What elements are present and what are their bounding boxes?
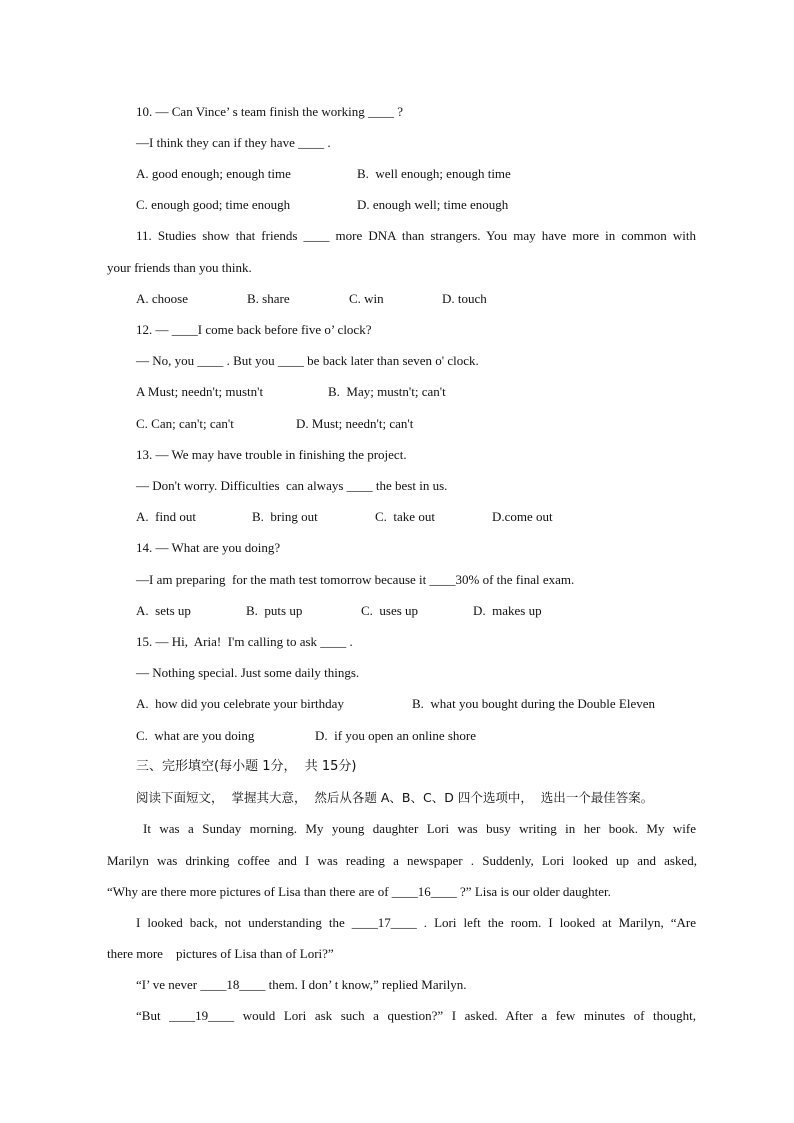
passage-p2-line2: there more pictures of Lisa than of Lori?” <box>107 946 334 961</box>
q10-reply: —I think they can if they have ____ . <box>136 135 331 150</box>
q11-option-a: A. choose <box>136 291 188 306</box>
q13-option-d: D.come out <box>492 509 553 524</box>
q13-option-a: A. find out <box>136 509 196 524</box>
q15-option-a: A. how did you celebrate your birthday <box>136 696 344 711</box>
q15-option-d: D. if you open an online shore <box>315 728 477 743</box>
q10-option-d: D. enough well; time enough <box>357 197 509 212</box>
q14-option-d: D. makes up <box>473 603 542 618</box>
q14-option-c: C. uses up <box>361 603 419 618</box>
passage-p2-line1: I looked back, not understanding the ____17____ . Lori left the room. I looked at Marilyn, “Are <box>136 915 696 930</box>
passage-p3: “I’ ve never ____18____ them. I don’ t know,” replied Marilyn. <box>136 977 467 992</box>
q11-option-d: D. touch <box>442 291 487 306</box>
q12-option-c: C. Can; can't; can't <box>136 416 234 431</box>
passage-p1-line1: It was a Sunday morning. My young daughter Lori was busy writing in her book. My wife <box>143 821 696 836</box>
passage-p1-line3: “Why are there more pictures of Lisa than there are of ____16____ ?” Lisa is our older daughter. <box>107 884 611 899</box>
q11-option-c: C. win <box>349 291 384 306</box>
q12-option-d: D. Must; needn't; can't <box>296 416 414 431</box>
q15-reply: — Nothing special. Just some daily things. <box>136 665 360 680</box>
passage-p1-line2: Marilyn was drinking coffee and I was reading a newspaper . Suddenly, Lori looked up and asked, <box>107 853 697 868</box>
q10-stem: 10. — Can Vince’ s team finish the working ____ ? <box>136 104 403 119</box>
q12-option-a: A Must; needn't; mustn't <box>136 384 264 399</box>
q14-option-a: A. sets up <box>136 603 191 618</box>
q11-stem-line2: your friends than you think. <box>107 260 252 275</box>
q10-option-b: B. well enough; enough time <box>357 166 511 181</box>
q15-stem: 15. — Hi, Aria! I'm calling to ask ____ . <box>136 634 353 649</box>
q13-option-c: C. take out <box>375 509 435 524</box>
q13-reply: — Don't worry. Difficulties can always ____ the best in us. <box>136 478 448 493</box>
section-instruction: 阅读下面短文， 掌握其大意， 然后从各题 A、B、C、D 四个选项中， 选出一个最佳答案。 <box>136 790 654 805</box>
q13-option-b: B. bring out <box>252 509 318 524</box>
q12-stem: 12. — ____I come back before five o’ clock? <box>136 322 372 337</box>
q15-option-b: B. what you bought during the Double Eleven <box>412 696 655 711</box>
q12-reply: — No, you ____ . But you ____ be back later than seven o' clock. <box>136 353 479 368</box>
q14-stem: 14. — What are you doing? <box>136 540 281 555</box>
q10-option-a: A. good enough; enough time <box>136 166 291 181</box>
q13-stem: 13. — We may have trouble in finishing the project. <box>136 447 407 462</box>
q11-stem-line1: 11. Studies show that friends ____ more DNA than strangers. You may have more in common with <box>136 228 696 243</box>
q14-option-b: B. puts up <box>246 603 303 618</box>
passage-p4-line1: “But ____19____ would Lori ask such a question?” I asked. After a few minutes of thought, <box>136 1008 696 1023</box>
q12-option-b: B. May; mustn't; can't <box>328 384 446 399</box>
q14-reply: —I am preparing for the math test tomorrow because it ____30% of the final exam. <box>136 572 575 587</box>
section-heading: 三、完形填空(每小题 1分， 共 15分) <box>136 759 357 774</box>
q11-option-b: B. share <box>247 291 290 306</box>
q10-option-c: C. enough good; time enough <box>136 197 291 212</box>
q15-option-c: C. what are you doing <box>136 728 255 743</box>
